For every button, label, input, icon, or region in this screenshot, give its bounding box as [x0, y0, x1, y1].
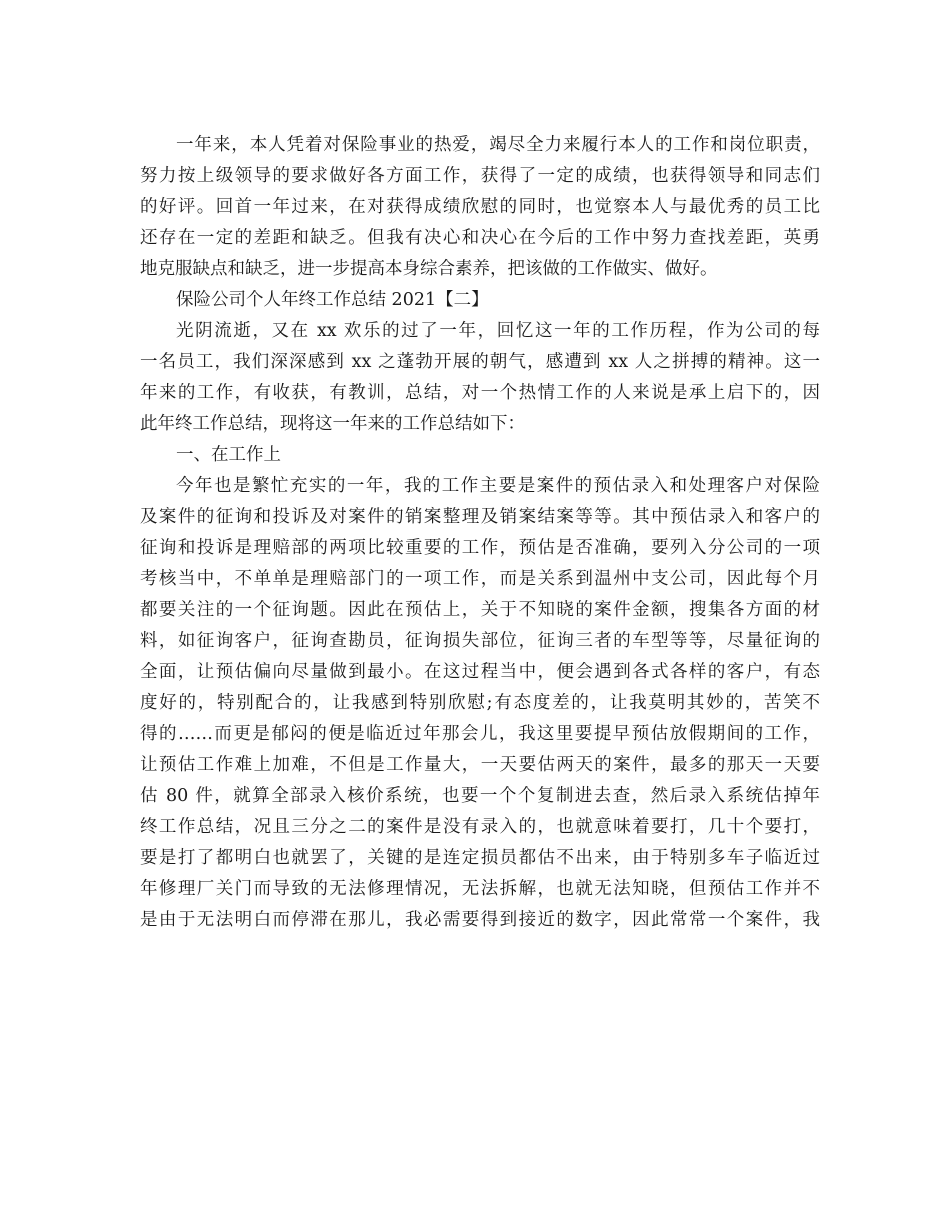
text-line: 一名员工，我们深深感到 xx 之蓬勃开展的朝气，感遭到 xx 人之拼搏的精神。这一: [140, 352, 820, 372]
text-line: 努力按上级领导的要求做好各方面工作，获得了一定的成绩，也获得领导和同志们: [140, 166, 820, 186]
text-line: 年来的工作，有收获，有教训，总结，对一个热情工作的人来说是承上启下的，因: [140, 383, 820, 403]
text-line: 度好的，特别配合的，让我感到特别欣慰;有态度差的，让我莫明其妙的，苦笑不: [140, 693, 820, 713]
text-line: 保险公司个人年终工作总结 2021【二】: [176, 290, 489, 310]
text-line: 得的……而更是郁闷的便是临近过年那会儿，我这里要提早预估放假期间的工作，: [140, 724, 820, 744]
text-line: 地克服缺点和缺乏，进一步提高本身综合素养，把该做的工作做实、做好。: [140, 259, 718, 279]
text-line: 料，如征询客户，征询查勘员，征询损失部位，征询三者的车型等等，尽量征询的: [140, 631, 820, 651]
text-line: 考核当中，不单单是理赔部门的一项工作，而是关系到温州中支公司，因此每个月: [140, 569, 820, 589]
text-line: 一年来，本人凭着对保险事业的热爱，竭尽全力来履行本人的工作和岗位职责，: [176, 135, 820, 155]
text-line: 要是打了都明白也就罢了，关键的是连定损员都估不出来，由于特别多车子临近过: [140, 848, 820, 868]
text-line: 的好评。回首一年过来，在对获得成绩欣慰的同时，也觉察本人与最优秀的员工比: [140, 197, 820, 217]
text-line: 今年也是繁忙充实的一年，我的工作主要是案件的预估录入和处理客户对保险: [176, 476, 820, 496]
text-line: 估 80 件，就算全部录入核价系统，也要一个个复制进去查，然后录入系统估掉年: [140, 786, 820, 806]
text-line: 终工作总结，况且三分之二的案件是没有录入的，也就意味着要打，几十个要打，: [140, 817, 820, 837]
text-line: 让预估工作难上加难，不但是工作量大，一天要估两天的案件，最多的那天一天要: [140, 755, 820, 775]
document-body: [140, 130, 820, 936]
text-line: 是由于无法明白而停滞在那儿，我必需要得到接近的数字，因此常常一个案件，我: [140, 910, 820, 930]
text-line: 光阴流逝，又在 xx 欢乐的过了一年，回忆这一年的工作历程，作为公司的每: [176, 321, 820, 341]
text-line: 征询和投诉是理赔部的两项比较重要的工作，预估是否准确，要列入分公司的一项: [140, 538, 820, 558]
text-line: 一、在工作上: [176, 445, 281, 465]
text-line: 年修理厂关门而导致的无法修理情况，无法拆解，也就无法知晓，但预估工作并不: [140, 879, 820, 899]
text-line: 及案件的征询和投诉及对案件的销案整理及销案结案等等。其中预估录入和客户的: [140, 507, 820, 527]
text-line: 都要关注的一个征询题。因此在预估上，关于不知晓的案件金额，搜集各方面的材: [140, 600, 820, 620]
text-line: 此年终工作总结，现将这一年来的工作总结如下：: [140, 414, 525, 434]
text-line: 还存在一定的差距和缺乏。但我有决心和决心在今后的工作中努力查找差距，英勇: [140, 228, 820, 248]
text-line: 全面，让预估偏向尽量做到最小。在这过程当中，便会遇到各式各样的客户，有态: [140, 662, 820, 682]
